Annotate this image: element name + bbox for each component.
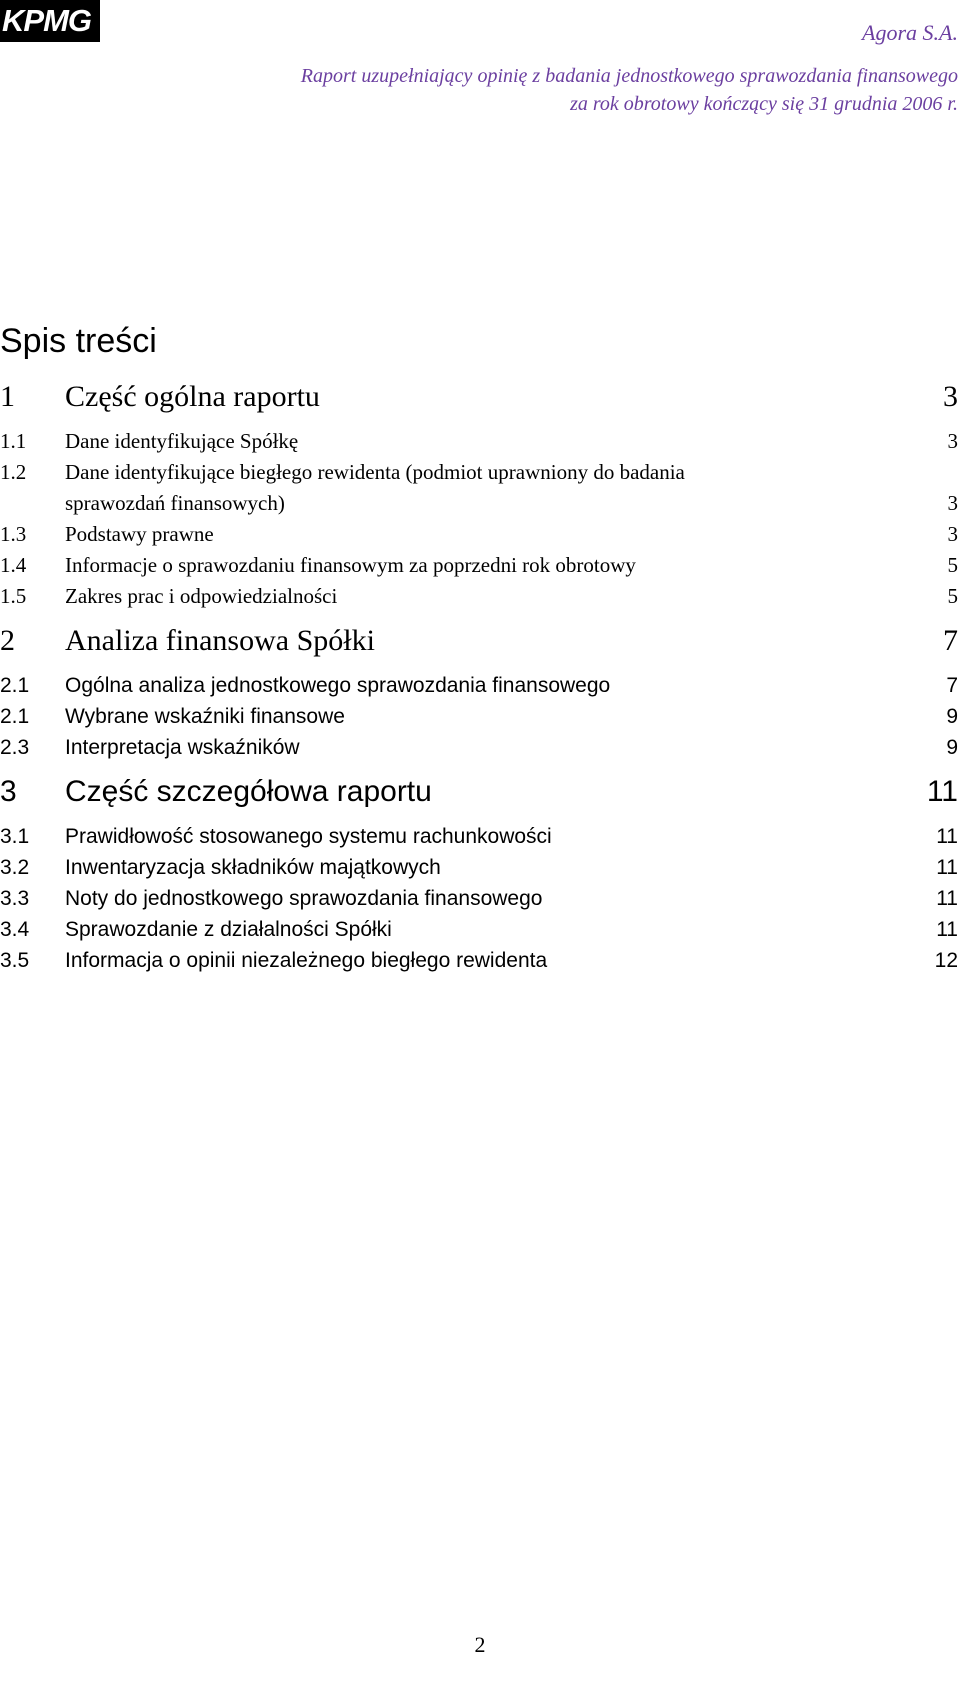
kpmg-logo: KPMG: [0, 0, 100, 42]
toc-title: Informacje o sprawozdaniu finansowym za poprzedni rok obrotowy: [65, 553, 636, 577]
toc-number: 1: [0, 380, 15, 413]
toc-page: 11: [936, 825, 958, 848]
toc-number: 2: [0, 624, 15, 657]
toc-number: 1.3: [0, 522, 27, 546]
toc-number: 1.5: [0, 584, 27, 608]
toc-number: 3.1: [0, 825, 30, 848]
toc-section-3[interactable]: [0, 763, 960, 821]
toc-page: 7: [943, 624, 958, 657]
toc-title: Interpretacja wskaźników: [65, 736, 300, 759]
toc-title: Inwentaryzacja składników majątkowych: [65, 856, 441, 879]
toc-page: 7: [946, 674, 958, 697]
toc-page: 3: [947, 429, 958, 453]
toc-section-2[interactable]: [0, 612, 960, 670]
toc-title-line2: sprawozdań finansowych): [65, 491, 285, 515]
toc-page: 11: [936, 887, 958, 910]
toc-title: Ogólna analiza jednostkowego sprawozdania finansowego: [65, 674, 611, 697]
company-name: Agora S.A.: [862, 20, 958, 45]
toc-title: Sprawozdanie z działalności Spółki: [65, 918, 392, 941]
toc-number: 3.3: [0, 887, 30, 910]
toc-entry-2-1[interactable]: [0, 670, 960, 701]
toc-page: 9: [946, 736, 958, 759]
toc-entry-3-1[interactable]: [0, 821, 960, 852]
toc-number: 2.1: [0, 705, 30, 728]
toc-entry-1-1[interactable]: [0, 426, 960, 457]
toc-page: 3: [943, 380, 958, 413]
toc-title: Noty do jednostkowego sprawozdania finansowego: [65, 887, 543, 910]
toc-entry-2-3[interactable]: [0, 732, 960, 763]
toc-number: 2.1: [0, 674, 30, 697]
toc-title: Część szczegółowa raportu: [65, 775, 432, 808]
toc-title: Analiza finansowa Spółki: [65, 624, 375, 657]
toc-number: 3.4: [0, 918, 30, 941]
toc-page: 5: [947, 584, 958, 608]
toc-number: 1.2: [0, 460, 27, 484]
toc-page: 11: [936, 856, 958, 879]
report-title-line1: Raport uzupełniający opinię z badania jednostkowego sprawozdania finansowego: [300, 65, 958, 87]
toc-number: 3.5: [0, 949, 30, 972]
toc-entry-1-2[interactable]: [0, 457, 960, 519]
toc-title: Informacja o opinii niezależnego biegłego rewidenta: [65, 949, 548, 972]
toc-title: [65, 457, 885, 519]
toc-number: 1.1: [0, 429, 27, 453]
toc-number: 1.4: [0, 553, 27, 577]
toc-heading: Spis treści: [0, 322, 157, 360]
toc-section-1[interactable]: [0, 368, 960, 426]
table-of-contents: [0, 368, 960, 976]
toc-page: 11: [926, 775, 958, 808]
toc-entry-1-3[interactable]: [0, 519, 960, 550]
toc-entry-1-5[interactable]: [0, 581, 960, 612]
toc-page: 9: [946, 705, 958, 728]
toc-title: Zakres prac i odpowiedzialności: [65, 584, 338, 608]
page-number: 2: [474, 1632, 486, 1657]
report-title-line2: za rok obrotowy kończący się 31 grudnia 2006 r.: [570, 93, 958, 115]
toc-entry-2-2[interactable]: [0, 701, 960, 732]
toc-page: 11: [936, 918, 958, 941]
toc-entry-3-3[interactable]: [0, 883, 960, 914]
toc-number: 3.2: [0, 856, 30, 879]
toc-title: Dane identyfikujące Spółkę: [65, 429, 299, 453]
toc-title: Podstawy prawne: [65, 522, 214, 546]
toc-entry-3-2[interactable]: [0, 852, 960, 883]
toc-entry-1-4[interactable]: [0, 550, 960, 581]
toc-title: Część ogólna raportu: [65, 380, 320, 413]
toc-title: Wybrane wskaźniki finansowe: [65, 705, 345, 728]
toc-title: Prawidłowość stosowanego systemu rachunkowości: [65, 825, 552, 848]
toc-entry-3-5[interactable]: [0, 945, 960, 976]
toc-page: 5: [947, 553, 958, 577]
report-title: [301, 62, 958, 118]
toc-title-line1: Dane identyfikujące biegłego rewidenta (podmiot uprawniony do badania: [65, 460, 685, 484]
toc-number: 3: [0, 775, 17, 808]
toc-page: 12: [934, 949, 958, 972]
toc-page: 3: [947, 491, 958, 515]
toc-page: 3: [947, 522, 958, 546]
toc-entry-3-4[interactable]: [0, 914, 960, 945]
toc-number: 2.3: [0, 736, 30, 759]
